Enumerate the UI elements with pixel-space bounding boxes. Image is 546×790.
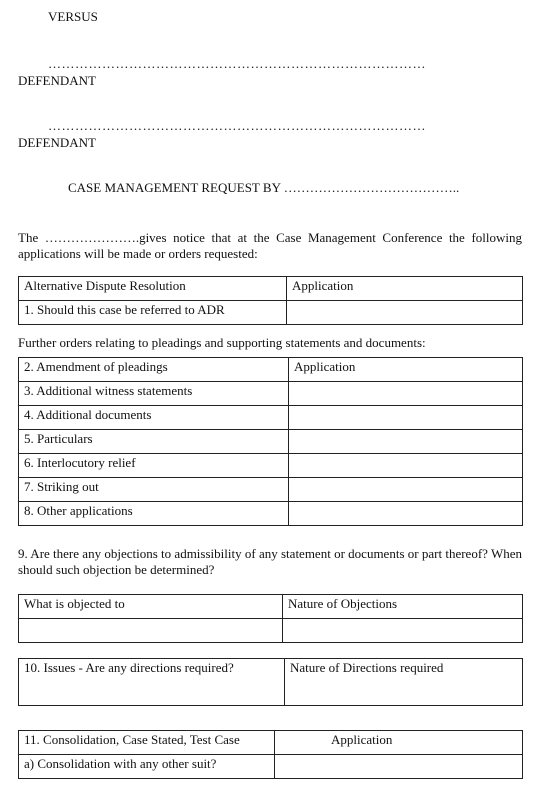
- nature-of-objections-cell[interactable]: [283, 619, 523, 643]
- table-row: [19, 454, 523, 478]
- table-row: [19, 659, 523, 706]
- table-row: [19, 301, 523, 325]
- objections-table: [18, 594, 523, 643]
- order-documents-label: 4. Additional documents: [19, 406, 289, 430]
- order-striking-label: 7. Striking out: [19, 478, 289, 502]
- notice-paragraph: The ………………….gives notice that at the Case Management Conference the following applications will be made or orders requested:: [18, 230, 522, 261]
- issues-question: 10. Issues - Are any directions required?: [19, 659, 285, 706]
- further-orders-table: [18, 357, 523, 526]
- adr-header-row: [19, 277, 523, 301]
- table-row: [19, 358, 523, 382]
- plaintiff-name-line: …………………………………………………………………………: [48, 56, 426, 71]
- adr-question: 1. Should this case be referred to ADR: [19, 301, 287, 325]
- consolidation-question: a) Consolidation with any other suit?: [19, 755, 275, 779]
- order-interlocutory-application-cell[interactable]: [289, 454, 523, 478]
- order-witness-application-cell[interactable]: [289, 382, 523, 406]
- adr-header-left: Alternative Dispute Resolution: [19, 277, 287, 301]
- nature-of-directions-header: Nature of Directions required: [285, 659, 523, 706]
- issues-table: [18, 658, 523, 706]
- table-row: [19, 478, 523, 502]
- order-particulars-application-cell[interactable]: [289, 430, 523, 454]
- table-row: [19, 619, 523, 643]
- request-title: CASE MANAGEMENT REQUEST BY …………………………………..: [68, 180, 460, 195]
- order-other-label: 8. Other applications: [19, 502, 289, 526]
- objections-question: 9. Are there any objections to admissibility of any statement or documents or part thereof? When should such objection be determined?: [18, 546, 522, 577]
- order-witness-label: 3. Additional witness statements: [19, 382, 289, 406]
- table-row: [19, 430, 523, 454]
- table-row: [19, 731, 523, 755]
- further-orders-intro: Further orders relating to pleadings and supporting statements and documents:: [18, 335, 426, 350]
- table-row: [19, 406, 523, 430]
- table-row: [19, 755, 523, 779]
- order-striking-application-cell[interactable]: [289, 478, 523, 502]
- order-interlocutory-label: 6. Interlocutory relief: [19, 454, 289, 478]
- nature-of-objections-header: Nature of Objections: [283, 595, 523, 619]
- table-row: [19, 382, 523, 406]
- table-row: [19, 502, 523, 526]
- order-other-application-cell[interactable]: [289, 502, 523, 526]
- consolidation-application-header: Application: [275, 731, 523, 755]
- order-amendment-label: 2. Amendment of pleadings: [19, 358, 289, 382]
- adr-table: [18, 276, 523, 325]
- consolidation-table: [18, 730, 523, 779]
- versus-label: VERSUS: [48, 9, 98, 24]
- adr-header-right: Application: [287, 277, 523, 301]
- table-row: [19, 595, 523, 619]
- defendant-name-line: …………………………………………………………………………: [48, 118, 426, 133]
- objected-to-header: What is objected to: [19, 595, 283, 619]
- order-header-application: Application: [289, 358, 523, 382]
- defendant-label-2: DEFENDANT: [18, 135, 96, 150]
- order-documents-application-cell[interactable]: [289, 406, 523, 430]
- consolidation-application-cell[interactable]: [275, 755, 523, 779]
- order-particulars-label: 5. Particulars: [19, 430, 289, 454]
- defendant-label-1: DEFENDANT: [18, 73, 96, 88]
- objected-to-cell[interactable]: [19, 619, 283, 643]
- adr-application-cell[interactable]: [287, 301, 523, 325]
- consolidation-header: 11. Consolidation, Case Stated, Test Case: [19, 731, 275, 755]
